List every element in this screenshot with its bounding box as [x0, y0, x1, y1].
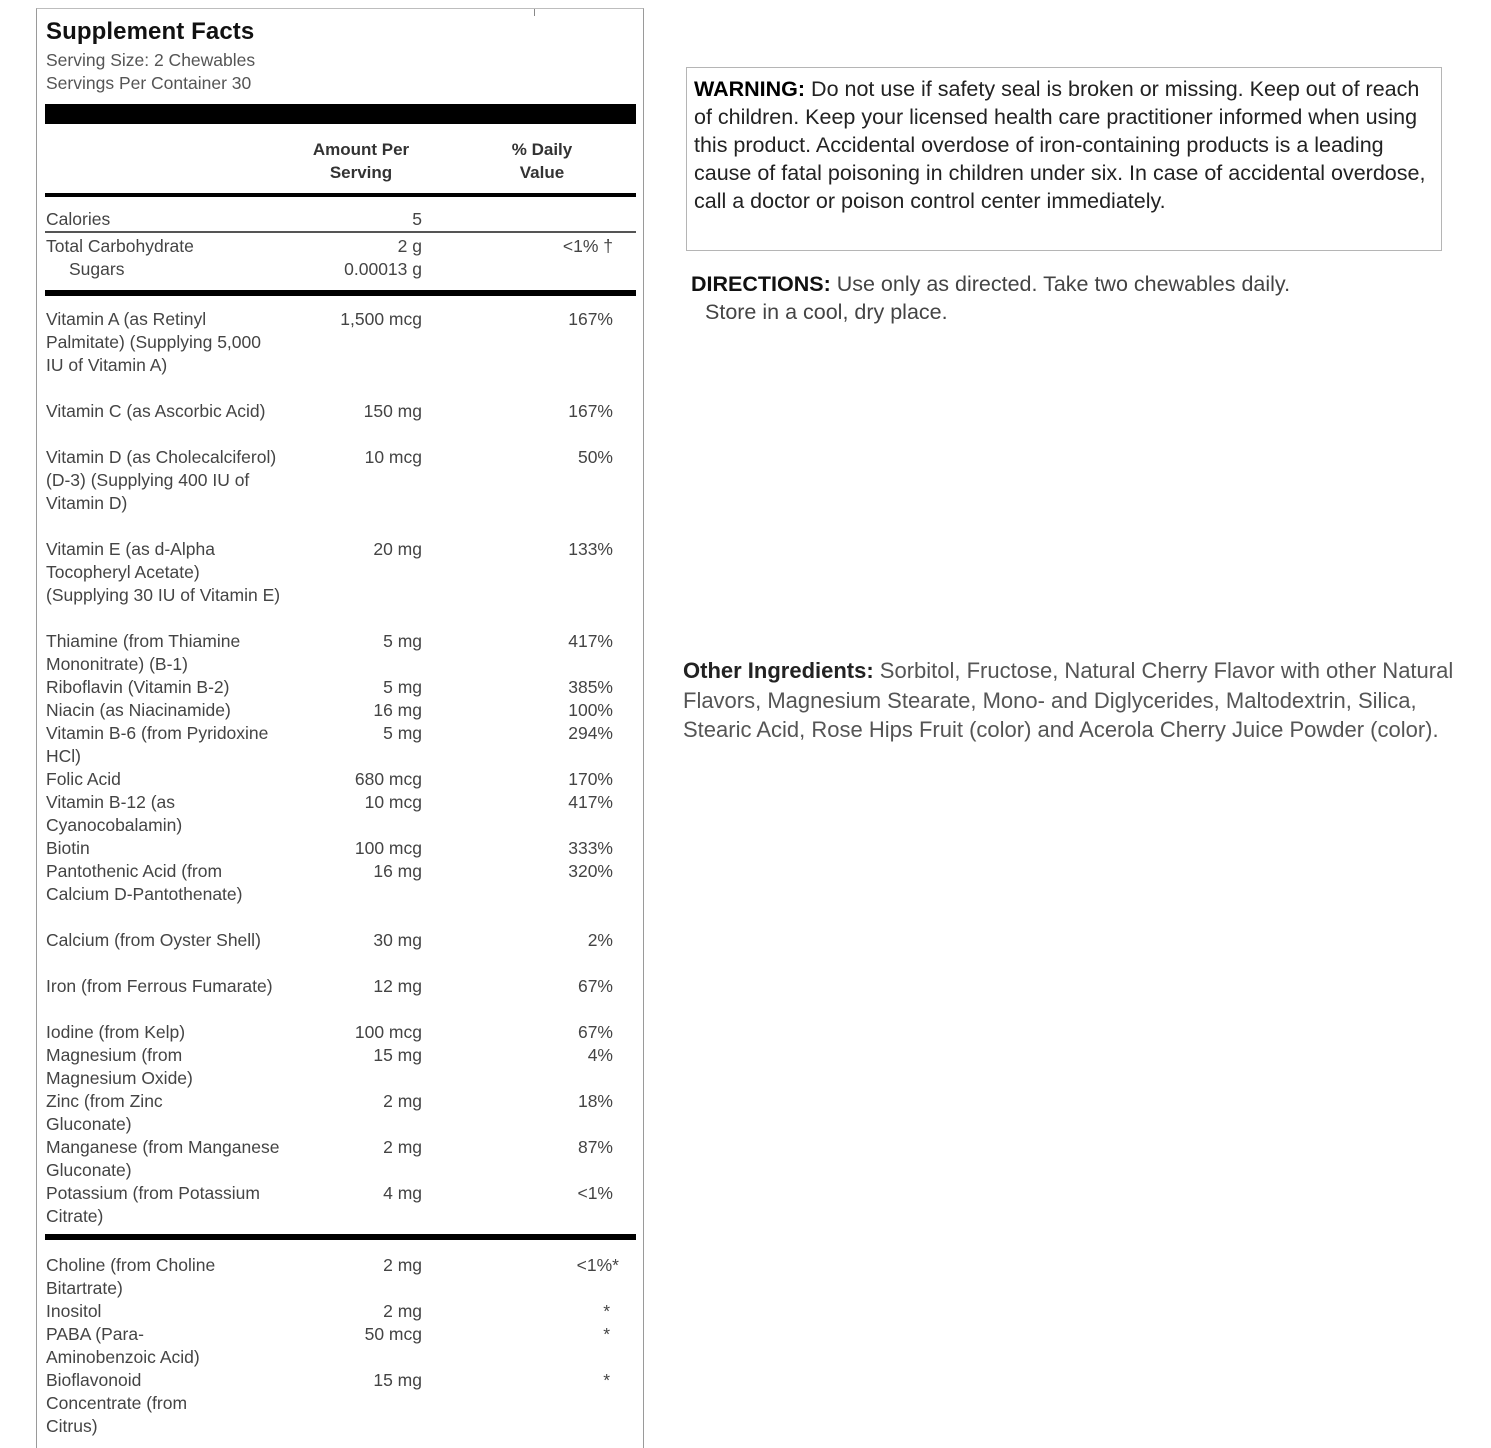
nutrient-daily-value: 167% — [568, 401, 613, 421]
nutrient-name: Calcium (from Oyster Shell) — [46, 930, 261, 950]
nutrient-amount: 100 mcg — [354, 1022, 422, 1042]
nutrient-daily-value: <1% † — [562, 236, 613, 256]
nutrient-amount: 15 mg — [373, 1045, 422, 1065]
nutrient-amount: 20 mg — [373, 539, 422, 559]
nutrient-name: Iron (from Ferrous Fumarate) — [46, 976, 273, 996]
nutrient-daily-value: 67% — [577, 976, 613, 996]
nutrient-daily-value: 100% — [568, 700, 613, 720]
supplement-facts-panel — [36, 8, 644, 1448]
nutrient-daily-value: 417% — [568, 631, 613, 651]
nutrient-amount: 30 mg — [373, 930, 422, 950]
nutrient-name: Choline (from Choline Bitartrate) — [46, 1255, 216, 1298]
nutrient-amount: 12 mg — [373, 976, 422, 996]
nutrient-daily-value: 170% — [568, 769, 613, 789]
nutrient-amount: 0.00013 g — [344, 259, 422, 279]
other-ingredients — [683, 656, 1463, 745]
nutrient-name: Calories — [46, 209, 111, 229]
nutrient-name: PABA (Para-Aminobenzoic Acid) — [46, 1324, 200, 1367]
nutrient-name: Folic Acid — [46, 769, 121, 789]
storage-text: Store in a cool, dry place. — [705, 300, 948, 324]
nutrient-daily-value: * — [603, 1301, 610, 1321]
nutrient-daily-value: 385% — [568, 677, 613, 697]
nutrient-name: Total Carbohydrate — [46, 236, 194, 256]
nutrient-name: Vitamin B-12 (as Cyanocobalamin) — [46, 792, 183, 835]
directions-label: DIRECTIONS: — [691, 272, 831, 296]
nutrient-daily-value: 18% — [577, 1091, 613, 1111]
nutrient-amount: 5 mg — [383, 631, 422, 651]
directions — [691, 270, 1431, 326]
nutrient-name: Potassium (from Potassium Citrate) — [46, 1183, 260, 1226]
nutrient-amount: 2 mg — [383, 1255, 422, 1275]
nutrient-amount: 2 mg — [383, 1137, 422, 1157]
serving-size: Serving Size: 2 Chewables — [46, 50, 256, 70]
nutrient-daily-value: 87% — [577, 1137, 613, 1157]
nutrient-amount: 16 mg — [373, 700, 422, 720]
other-nutrients-divider — [45, 1234, 636, 1240]
nutrient-daily-value: 133% — [568, 539, 613, 559]
nutrient-daily-value: 67% — [577, 1022, 613, 1042]
nutrient-daily-value: 320% — [568, 861, 613, 881]
nutrient-amount: 5 mg — [383, 677, 422, 697]
nutrient-name: Vitamin C (as Ascorbic Acid) — [46, 401, 266, 421]
nutrient-amount: 5 mg — [383, 723, 422, 743]
nutrient-daily-value: 167% — [568, 309, 613, 329]
nutrient-daily-value: * — [603, 1324, 610, 1344]
nutrient-daily-value: 50% — [577, 447, 613, 467]
nutrient-daily-value: 2% — [587, 930, 613, 950]
nutrient-amount: 15 mg — [373, 1370, 422, 1390]
nutrient-name: Vitamin D (as Cholecalciferol) (D-3) (Supplying 400 IU of Vitamin D) — [46, 447, 277, 513]
nutrient-daily-value: 294% — [568, 723, 613, 743]
top-edge-mark — [534, 9, 535, 16]
nutrient-name: Niacin (as Niacinamide) — [46, 700, 231, 720]
warning-box — [686, 67, 1442, 251]
nutrient-name: Vitamin A (as Retinyl Palmitate) (Supplying 5,000 IU of Vitamin A) — [46, 309, 261, 375]
nutrient-name: Iodine (from Kelp) — [46, 1022, 186, 1042]
serving-info — [46, 49, 255, 95]
nutrient-amount: 10 mcg — [364, 447, 422, 467]
nutrient-amount: 50 mcg — [364, 1324, 422, 1344]
nutrient-daily-value: 333% — [568, 838, 613, 858]
nutrient-daily-value: <1%* — [576, 1255, 619, 1275]
nutrient-amount: 680 mcg — [354, 769, 422, 789]
nutrient-name: Vitamin B-6 (from Pyridoxine HCl) — [46, 723, 269, 766]
nutrient-name: Zinc (from Zinc Gluconate) — [46, 1091, 163, 1134]
nutrient-name: Riboflavin (Vitamin B-2) — [46, 677, 230, 697]
nutrient-daily-value: 4% — [587, 1045, 613, 1065]
header-bar — [45, 104, 636, 124]
nutrient-daily-value: 417% — [568, 792, 613, 812]
warning-label: WARNING: — [694, 77, 806, 101]
nutrient-name: Manganese (from Manganese Gluconate) — [46, 1137, 280, 1180]
calories-divider — [45, 231, 636, 233]
warning-text: Do not use if safety seal is broken or missing. Keep out of reach of children. Keep your licensed health care practitioner informed when using this product. Accidental overdose of iron-containing products is a leading cause of fatal poisoning in children under six. In case of accidental overdose, call a doctor or poison control center immediately. — [694, 77, 1426, 213]
nutrient-amount: 2 mg — [383, 1091, 422, 1111]
nutrient-name: Vitamin E (as d-Alpha Tocopheryl Acetate) (Supplying 30 IU of Vitamin E) — [46, 539, 281, 605]
servings-per-container: Servings Per Container 30 — [46, 73, 252, 93]
nutrient-name: Pantothenic Acid (from Calcium D-Pantothenate) — [46, 861, 243, 904]
nutrient-amount: 5 — [412, 209, 422, 229]
nutrient-amount: 10 mcg — [364, 792, 422, 812]
nutrient-name: Biotin — [46, 838, 90, 858]
nutrient-amount: 100 mcg — [354, 838, 422, 858]
amount-per-serving-header: Amount Per Serving — [312, 140, 410, 182]
nutrient-amount: 1,500 mcg — [340, 309, 422, 329]
nutrient-amount: 2 g — [397, 236, 422, 256]
nutrient-name: Bioflavonoid Concentrate (from Citrus) — [46, 1370, 188, 1436]
vitamins-divider — [45, 290, 636, 296]
nutrient-name: Magnesium (from Magnesium Oxide) — [46, 1045, 193, 1088]
nutrient-amount: 150 mg — [363, 401, 422, 421]
nutrient-name: Sugars — [69, 259, 125, 279]
nutrient-amount: 2 mg — [383, 1301, 422, 1321]
nutrient-amount: 16 mg — [373, 861, 422, 881]
facts-title: Supplement Facts — [46, 18, 255, 45]
header-divider — [45, 193, 636, 197]
other-ingredients-text: Sorbitol, Fructose, Natural Cherry Flavor with other Natural Flavors, Magnesium Stearate, Mono- and Diglycerides, Maltodextrin, Silica, Stearic Acid, Rose Hips Fruit (color) and Acerola Cherry Juice Powder (color). — [683, 658, 1454, 742]
nutrient-name: Inositol — [46, 1301, 102, 1321]
nutrient-daily-value: * — [603, 1370, 610, 1390]
nutrient-amount: 4 mg — [383, 1183, 422, 1203]
nutrient-name: Thiamine (from Thiamine Mononitrate) (B-1) — [46, 631, 241, 674]
other-ingredients-label: Other Ingredients: — [683, 658, 874, 683]
daily-value-header: % Daily Value — [511, 140, 573, 182]
nutrient-daily-value: <1% — [577, 1183, 613, 1203]
directions-text: Use only as directed. Take two chewables daily. — [830, 272, 1291, 296]
